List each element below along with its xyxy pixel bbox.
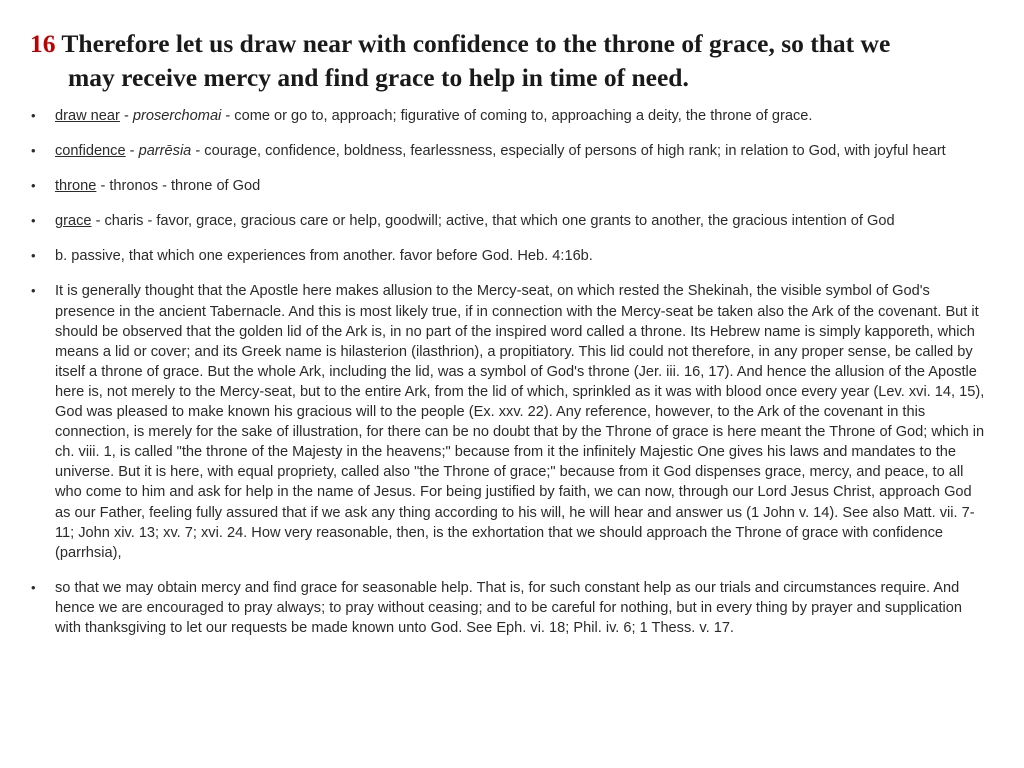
verse-text-line-2: may receive mercy and find grace to help in time of need. [68, 63, 689, 92]
word-study-notes [28, 106, 990, 653]
note-passive-grace [28, 246, 990, 266]
verse-heading [30, 27, 1000, 95]
definition: - come or go to, approach; figurative of coming to, approaching a deity, the throne of grace. [221, 108, 813, 124]
definition: - charis - favor, grace, gracious care or help, goodwill; active, that which one grants to another, the gracious intention of God [91, 213, 895, 230]
note-text: so that we may obtain mercy and find grace for seasonable help. That is, for such constant help as our trials and circumstances require. And hence we are encouraged to pray always; to pray without ceasing; and to be careful for nothing, but in every thing by prayer and supplication with thanksgiving to let our requests be made known unto God. See Eph. vi. 18; Phil. iv. 6; 1 Thess. v. 17. [55, 579, 962, 636]
note-draw-near [28, 106, 990, 126]
definition: - courage, confidence, boldness, fearlessness, especially of persons of high rank; in relation to God, with joyful heart [191, 143, 946, 160]
term-throne: throne [55, 178, 97, 195]
transliteration-parresia: parrēsia [138, 143, 192, 160]
note-text: It is generally thought that the Apostle here makes allusion to the Mercy-seat, on which rested the Shekinah, the visible symbol of God's presence in the ancient Tabernacle. And this is most likely true, if in connection with the Mercy-seat be taken also the Ark of the covenant. But it should be observed that the golden lid of the Ark is, in no part of the inspired word called a throne. Its Hebrew name is simply kapporeth, which means a lid or cover; and its Greek name is hilasterion (ilasthrion), a propitiatory. This lid could not therefore, in any proper sense, be called by itself a throne of grace. But the whole Ark, including the lid, was a symbol of God's throne (Jer. iii. 16, 17). And hence the allusion of the Apostle here is, not merely to the Mercy-seat, but to the entire Ark, from the lid of which, sprinkled as it was with blood once every year (Lev. xvi. 14, 15), God was pleased to make known his gracious will to the people (Ex. xxv. 22). Any reference, however, to the Ark of the covenant in this connection, is merely for the sake of illustration, for there can be no doubt that by the Throne of grace is here meant the Throne of God; which in ch. viii. 1, is called "the throne of the Majesty in the heavens;" because from it the infinitely Majestic One gives his laws and mandates to the universe. But it is here, with equal propriety, called also "the Throne of grace;" because from it God dispenses grace, mercy, and peace, to all who come to him and ask for help in the name of Jesus. For being justified by faith, we can now, through our Lord Jesus Christ, approach God as our Father, feeling fully assured that if we ask any thing according to his will, he will hear and answer us (1 John v. 14). See also Matt. vii. 7-11; John xiv. 13; xv. 7; xvi. 24. How very reasonable, then, is the exhortation that we should approach the Throne of grace with confidence (parrhsia), [55, 283, 985, 561]
note-text: b. passive, that which one experiences from another. favor before God. Heb. 4:16b. [55, 248, 593, 265]
note-mercy-seat [28, 281, 990, 562]
term-draw-near: draw near [55, 108, 120, 124]
term-confidence: confidence [55, 143, 126, 160]
verse-text-line-1: Therefore let us draw near with confidence to the throne of grace, so that we [61, 29, 891, 58]
term-grace: grace [55, 213, 92, 230]
separator: - [125, 143, 139, 160]
note-seasonable-help [28, 578, 990, 638]
transliteration-proserchomai: proserchomai [132, 108, 222, 124]
verse-number: 16 [30, 29, 56, 58]
note-grace [28, 211, 990, 231]
note-confidence [28, 141, 990, 161]
note-throne [28, 176, 990, 196]
definition: - thronos - throne of God [96, 178, 261, 195]
separator: - [119, 108, 133, 124]
